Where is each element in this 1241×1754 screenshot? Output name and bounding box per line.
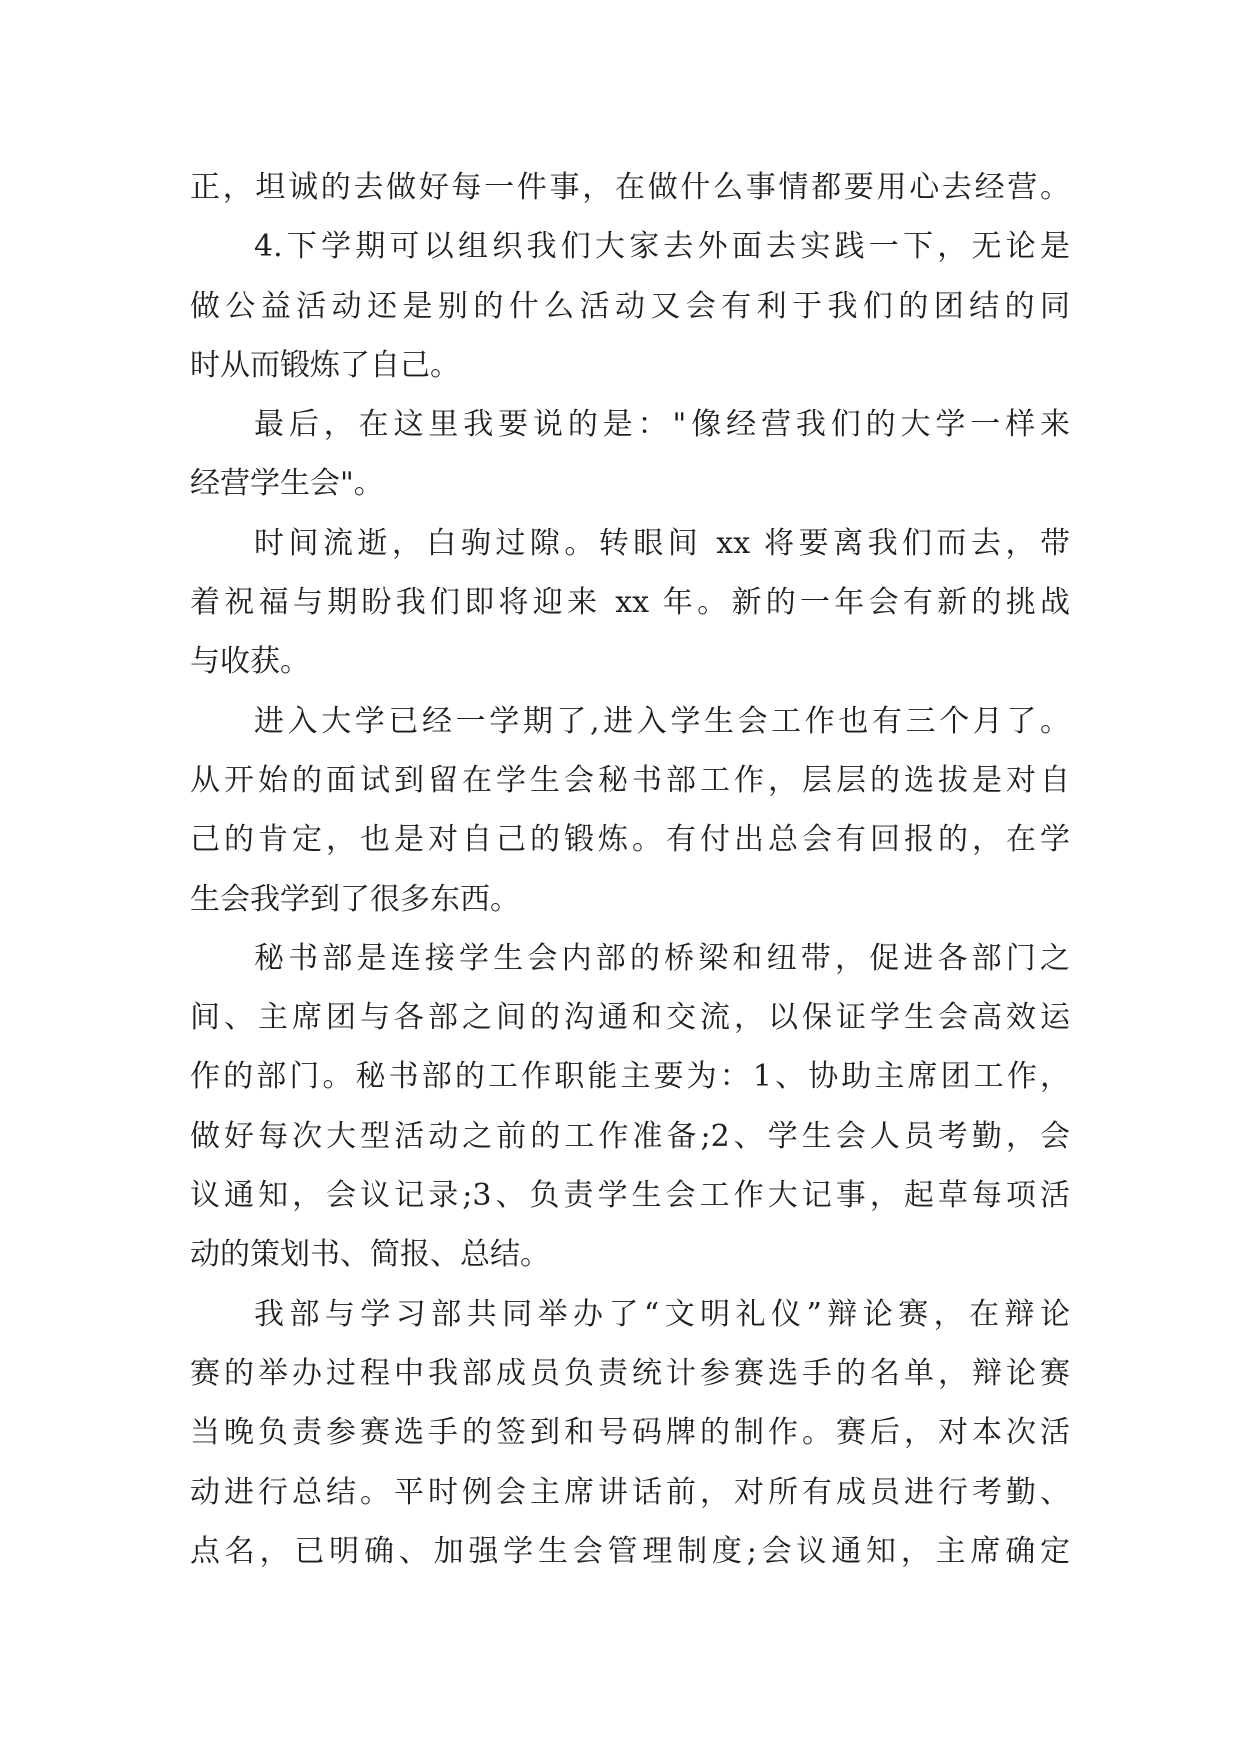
text-line: 时间流逝，白驹过隙。转眼间 xx 将要离我们而去，带 — [254, 525, 1070, 561]
text-line: 间、主席团与各部之间的沟通和交流，以保证学生会高效运 — [190, 1000, 1070, 1036]
text-line: 己的肯定，也是对自己的锻炼。有付出总会有回报的，在学 — [190, 822, 1070, 858]
text-line: 赛的举办过程中我部成员负责统计参赛选手的名单，辩论赛 — [190, 1355, 1070, 1391]
text-line: 作的部门。秘书部的工作职能主要为：1、协助主席团工作， — [190, 1059, 1070, 1095]
text-line: 进入大学已经一学期了,进入学生会工作也有三个月了。 — [254, 703, 1070, 739]
text-line: 点名，已明确、加强学生会管理制度;会议通知，主席确定 — [190, 1533, 1070, 1569]
text-line: 动进行总结。平时例会主席讲话前，对所有成员进行考勤、 — [190, 1474, 1070, 1510]
text-line: 做公益活动还是别的什么活动又会有利于我们的团结的同 — [190, 288, 1070, 324]
text-line: 最后，在这里我要说的是："像经营我们的大学一样来 — [254, 407, 1070, 443]
text-line: 经营学生会"。 — [190, 466, 384, 502]
text-line: 我部与学习部共同举办了“文明礼仪”辩论赛，在辩论 — [254, 1296, 1070, 1332]
text-line: 当晚负责参赛选手的签到和号码牌的制作。赛后，对本次活 — [190, 1415, 1070, 1451]
text-line: 4.下学期可以组织我们大家去外面去实践一下，无论是 — [254, 229, 1070, 265]
text-line: 时从而锻炼了自己。 — [190, 347, 460, 383]
document-body — [190, 158, 1070, 1581]
text-line: 正，坦诚的去做好每一件事，在做什么事情都要用心去经营。 — [190, 170, 1070, 205]
text-line: 做好每次大型活动之前的工作准备;2、学生会人员考勤，会 — [190, 1118, 1070, 1154]
text-line: 动的策划书、简报、总结。 — [190, 1237, 550, 1273]
text-line: 秘书部是连接学生会内部的桥梁和纽带，促进各部门之 — [254, 940, 1070, 976]
text-line: 生会我学到了很多东西。 — [190, 881, 520, 917]
text-line: 从开始的面试到留在学生会秘书部工作，层层的选拔是对自 — [190, 762, 1070, 798]
text-line: 议通知，会议记录;3、负责学生会工作大记事，起草每项活 — [190, 1178, 1070, 1214]
text-line: 与收获。 — [190, 644, 310, 680]
text-line: 着祝福与期盼我们即将迎来 xx 年。新的一年会有新的挑战 — [190, 585, 1070, 621]
